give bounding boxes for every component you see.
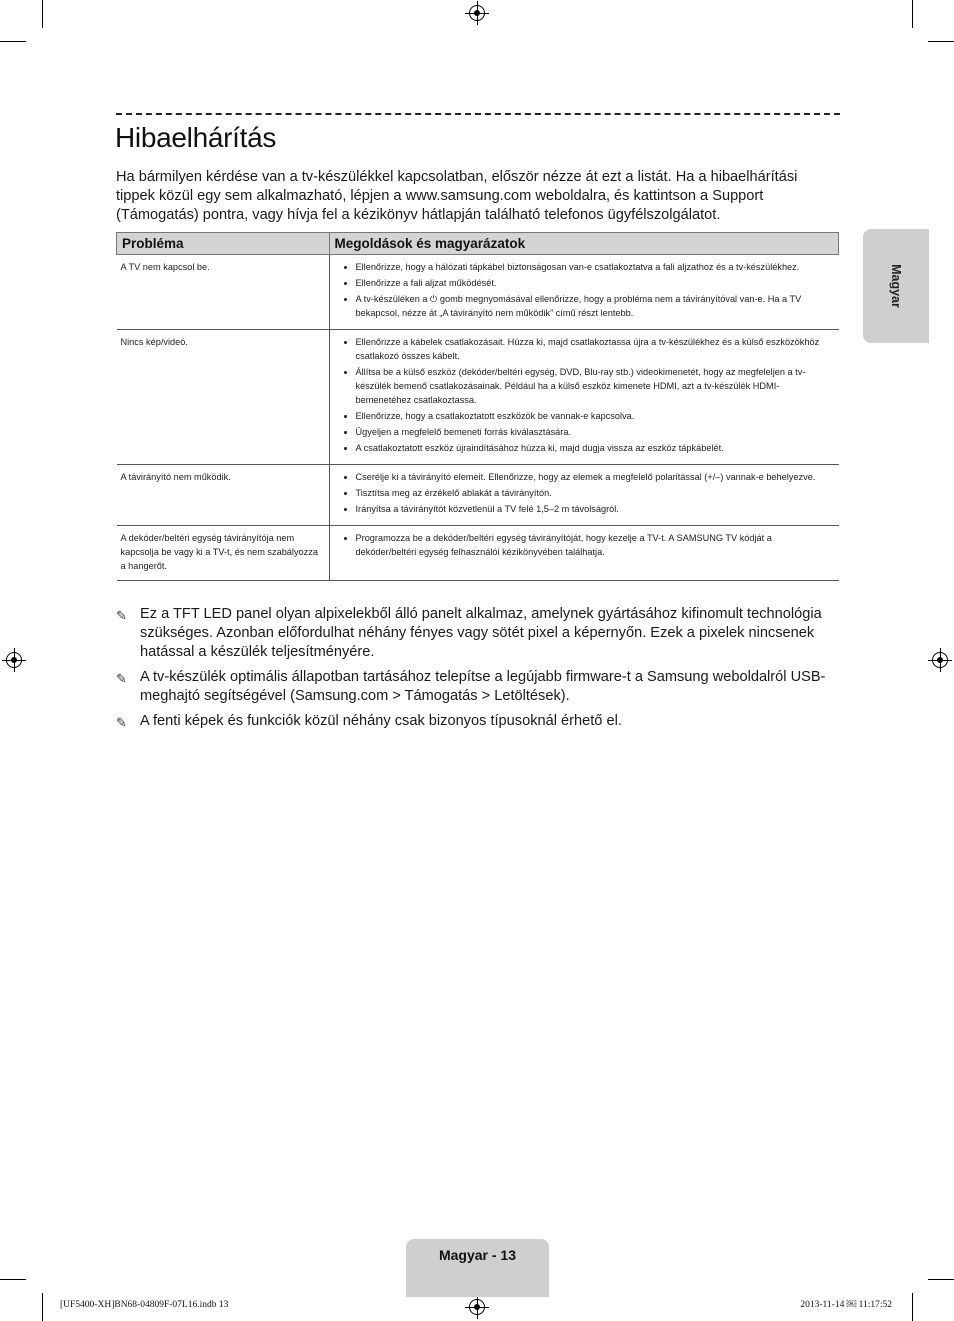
- note-item: [116, 605, 840, 662]
- crop-mark: [928, 41, 954, 42]
- troubleshooting-table: [116, 232, 839, 581]
- solutions-cell: [329, 465, 839, 526]
- solution-item: • Ellenőrizze a fali aljzat működését.: [356, 276, 834, 290]
- title-dashed-rule: [116, 113, 840, 115]
- crop-mark: [928, 1279, 954, 1280]
- solution-item: • Tisztítsa meg az érzékelő ablakát a távirányítón.: [356, 486, 834, 500]
- page-number-tab: [406, 1239, 549, 1297]
- solution-item: • Ellenőrizze, hogy a csatlakoztatott eszközök be vannak-e kapcsolva.: [356, 409, 834, 423]
- table-row: [117, 465, 839, 526]
- crop-mark: [42, 1293, 43, 1321]
- solution-item: • Programozza be a dekóder/beltéri egység távirányítóját, hogy kezelje a TV-t. A SAMSUNG TV kódját a dekóder/beltéri egység felhasználói kézikönyvében találhatja.: [356, 531, 834, 559]
- language-side-tab: [863, 229, 929, 343]
- problem-cell: A távirányító nem működik.: [117, 465, 330, 526]
- footer-file-info: [UF5400-XH]BN68-04809F-07L16.indb 13: [60, 1300, 229, 1310]
- header-problem: Probléma: [117, 233, 330, 255]
- note-text: Ez a TFT LED panel olyan alpixelekből álló panelt alkalmaz, amelynek gyártásához kifinomult technológia szükséges. Azonban előfordulhat néhány fényes vagy sötét pixel a képernyőn. Ezek a pixelek nincsenek hatással a készülék teljesítményére.: [140, 606, 822, 660]
- table-row: [117, 330, 839, 465]
- pencil-note-icon: ✎: [116, 715, 127, 730]
- pencil-note-icon: ✎: [116, 671, 127, 686]
- note-item: [116, 712, 840, 732]
- registration-mark-icon: [932, 652, 948, 668]
- registration-mark-icon: [6, 652, 22, 668]
- page-number-label: Magyar - 13: [438, 1247, 517, 1263]
- solution-item: • Állítsa be a külső eszköz (dekóder/beltéri egység, DVD, Blu-ray stb.) videokimenetét, hogy az megfeleljen a tv-készülék bemenő csatlakozásainak. Például ha a külső eszköz kimenete HDMI, azt a tv-készülék HDMI-bemenetéhez csatlakoztassa.: [356, 365, 834, 407]
- notes-section: [116, 605, 840, 738]
- solution-item: • Ellenőrizze a kábelek csatlakozásait. Húzza ki, majd csatlakoztassa újra a tv-készülékhez és a külső eszközökhöz csatlakozó összes kábelt.: [356, 335, 834, 363]
- crop-mark: [0, 1279, 26, 1280]
- note-text: A tv-készülék optimális állapotban tartásához telepítse a legújabb firmware-t a Samsung weboldalról USB-meghajtó segítségével (Samsung.com > Támogatás > Letöltések).: [140, 669, 826, 704]
- side-tab-label: Magyar: [889, 264, 903, 308]
- solutions-cell: [329, 255, 839, 330]
- note-text: A fenti képek és funkciók közül néhány csak bizonyos típusoknál érhető el.: [140, 713, 622, 729]
- registration-mark-icon: [469, 5, 485, 21]
- solutions-cell: [329, 526, 839, 581]
- solution-item: • Ügyeljen a megfelelő bemeneti forrás kiválasztására.: [356, 425, 834, 439]
- solution-item: • A tv-készüléken a ⏻ gomb megnyomásával ellenőrizze, hogy a probléma nem a távirányítóval van-e. Ha a TV bekapcsol, nézze át „A távirányító nem működik” című részt lentebb.: [356, 292, 834, 320]
- header-solutions: Megoldások és magyarázatok: [329, 233, 839, 255]
- table-row: [117, 255, 839, 330]
- registration-mark-icon: [469, 1299, 485, 1315]
- problem-cell: A dekóder/beltéri egység távirányítója nem kapcsolja be vagy ki a TV-t, és nem szabályozza a hangerőt.: [117, 526, 330, 581]
- crop-mark: [912, 1293, 913, 1321]
- intro-paragraph: Ha bármilyen kérdése van a tv-készülékkel kapcsolatban, először nézze át ezt a listát. Ha a hibaelhárítási tippek közül egy sem alkalmazható, lépjen a www.samsung.com weboldalra, és kattintson a Support (Támogatás) pontra, vagy hívja fel a kézikönyv hátlapján található telefonos ügyfélszolgálatot.: [116, 169, 798, 223]
- solution-item: • Ellenőrizze, hogy a hálózati tápkábel biztonságosan van-e csatlakoztatva a fali aljzathoz és a tv-készülékhez.: [356, 260, 834, 274]
- crop-mark: [912, 0, 913, 28]
- crop-mark: [42, 0, 43, 28]
- solution-item: • A csatlakoztatott eszköz újraindításához húzza ki, majd dugja vissza az eszköz tápkábelét.: [356, 441, 834, 455]
- page-title: Hibaelhárítás: [115, 122, 277, 153]
- table-header-row: [117, 233, 839, 255]
- solution-item: • Cserélje ki a távirányító elemeit. Ellenőrizze, hogy az elemek a megfelelő polaritással (+/–) vannak-e behelyezve.: [356, 470, 834, 484]
- solution-item: • Irányítsa a távirányítót közvetlenül a TV felé 1,5–2 m távolságról.: [356, 502, 834, 516]
- problem-cell: Nincs kép/videó.: [117, 330, 330, 465]
- note-item: [116, 668, 840, 706]
- table-row: [117, 526, 839, 581]
- footer-timestamp: 2013-11-14 ￼ 11:17:52: [800, 1300, 892, 1310]
- pencil-note-icon: ✎: [116, 608, 127, 623]
- crop-mark: [0, 41, 26, 42]
- solutions-cell: [329, 330, 839, 465]
- problem-cell: A TV nem kapcsol be.: [117, 255, 330, 330]
